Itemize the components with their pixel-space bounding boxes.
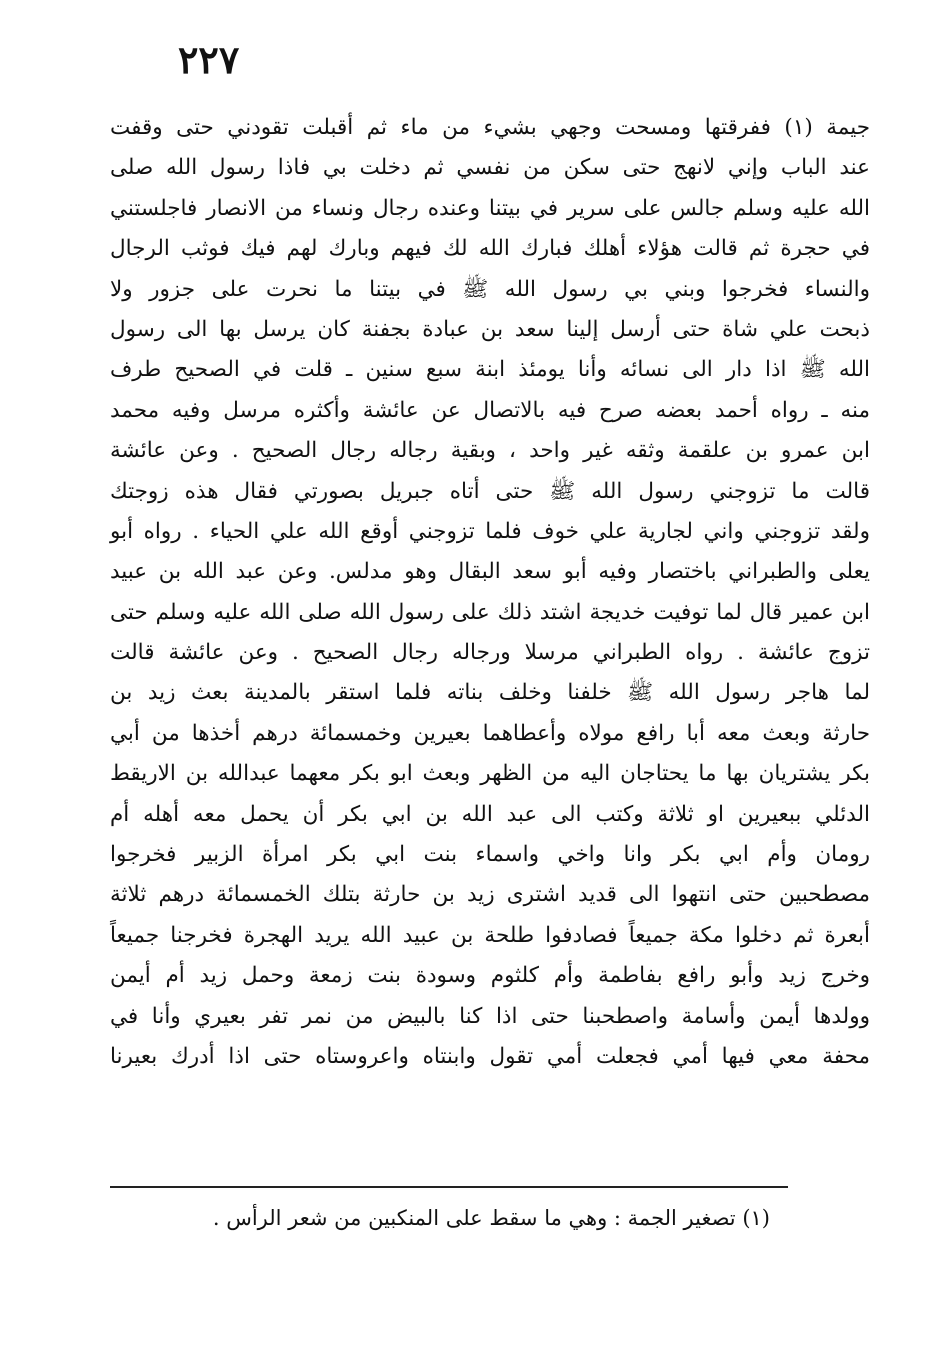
text-line: بكر يشتريان بها ما يحتاجان اليه من الظهر وبعث ابو بكر معهما عبدالله بن الاريقط [110, 761, 870, 787]
text-line: منه ـ رواه أحمد بعضه صرح فيه بالاتصال عن عائشة وأكثره مرسل وفيه محمد [110, 397, 870, 423]
text-line: جيمة (١) ففرقتها ومسحت وجهي بشيء من ماء ثم أقبلت تقودني حتى وقفت [110, 115, 870, 140]
text-line: الله ﷺ اذا دار الى نسائه وأنا يومئذ ابنة سبع سنين ـ قلت في الصحيح طرف [110, 357, 870, 383]
text-line: أبعرة ثم دخلوا مكة جميعاً فصادفوا طلحة بن عبيد الله يريد الهجرة فخرجنا جميعاً [110, 922, 870, 948]
text-line: يعلى والطبراني باختصار وفيه أبو سعد البقال وهو مدلس. وعن عبد الله بن عبيد [110, 559, 870, 585]
text-line: ابن عمير قال لما توفيت خديجة اشتد ذلك على رسول الله صلى الله عليه وسلم حتى [110, 599, 870, 625]
text-line: ولقد تزوجني واني لجارية علي خوف فلما تزوجني أوقع الله علي الحياء . رواه أبو [110, 518, 870, 544]
text-line: تزوج عائشة . رواه الطبراني مرسلا ورجاله رجال الصحيح . وعن عائشة قالت [110, 640, 870, 666]
text-line: ذبحت علي شاة حتى أرسل إلينا سعد بن عبادة بجفنة كان يرسل بها الى رسول [110, 316, 870, 342]
text-line: الدئلي ببعيرين او ثلاثة وكتب الى عبد الله بن ابي بكر أن يحمل معه أهله أم [110, 801, 870, 827]
footnote: (١) تصغير الجمة : وهي ما سقط على المنكبين من شعر الرأس . [212, 1206, 770, 1230]
text-line: قالت ما تزوجني رسول الله ﷺ حتى أتاه جبريل بصورتي فقال هذه زوجتك [110, 478, 870, 504]
text-line: عند الباب وإني لانهج حتى سكن من نفسي ثم دخلت بي فاذا رسول الله صلى [110, 155, 870, 181]
page-number: ٢٢٧ [178, 37, 240, 82]
text-line: محفة معي فيها أمي فجعلت أمي تقول وابنتاه واعروستاه حتى اذا أدرك بعيرنا [110, 1043, 870, 1069]
footnote-divider [110, 1186, 788, 1188]
text-line: رومان وأم ابي بكر وانا واخي واسماء بنت ابي بكر امرأة الزبير فخرجوا [110, 842, 870, 868]
text-line: ابن عمرو بن علقمة وثقه غير واحد ، وبقية رجاله رجال الصحيح . وعن عائشة [110, 438, 870, 464]
text-line: في حجرة ثم قالت هؤلاء أهلك فبارك الله لك فيهم وبارك لهم فيك فوثب الرجال [110, 236, 870, 262]
text-line: حارثة وبعث معه أبا رافع مولاه وأعطاهما بعيرين وخمسمائة درهم أخذها من أبي [110, 720, 870, 746]
text-line: لما هاجر رسول الله ﷺ خلفنا وخلف بناته فلما استقر بالمدينة بعث زيد بن [110, 680, 870, 706]
text-line: والنساء فخرجوا وبني بي رسول الله ﷺ في بيتنا ما نحرت على جزور ولا [110, 276, 870, 302]
text-line: مصطحبين حتى انتهوا الى قديد اشترى زيد بن حارثة بتلك الخمسمائة درهم ثلاثة [110, 882, 870, 908]
text-line: الله عليه وسلم جالس على سرير في بيتنا وعنده رجال ونساء من الانصار فاجلستني [110, 195, 870, 221]
main-text [110, 108, 870, 1077]
text-line: وولدها أيمن وأسامة واصطحبنا حتى اذا كنا بالبيض من نمر تفر بعيري وأنا في [110, 1003, 870, 1029]
text-line: وخرج زيد وأبو رافع بفاطمة وأم كلثوم وسودة بنت زمعة وحمل زيد أم أيمن [110, 963, 870, 989]
